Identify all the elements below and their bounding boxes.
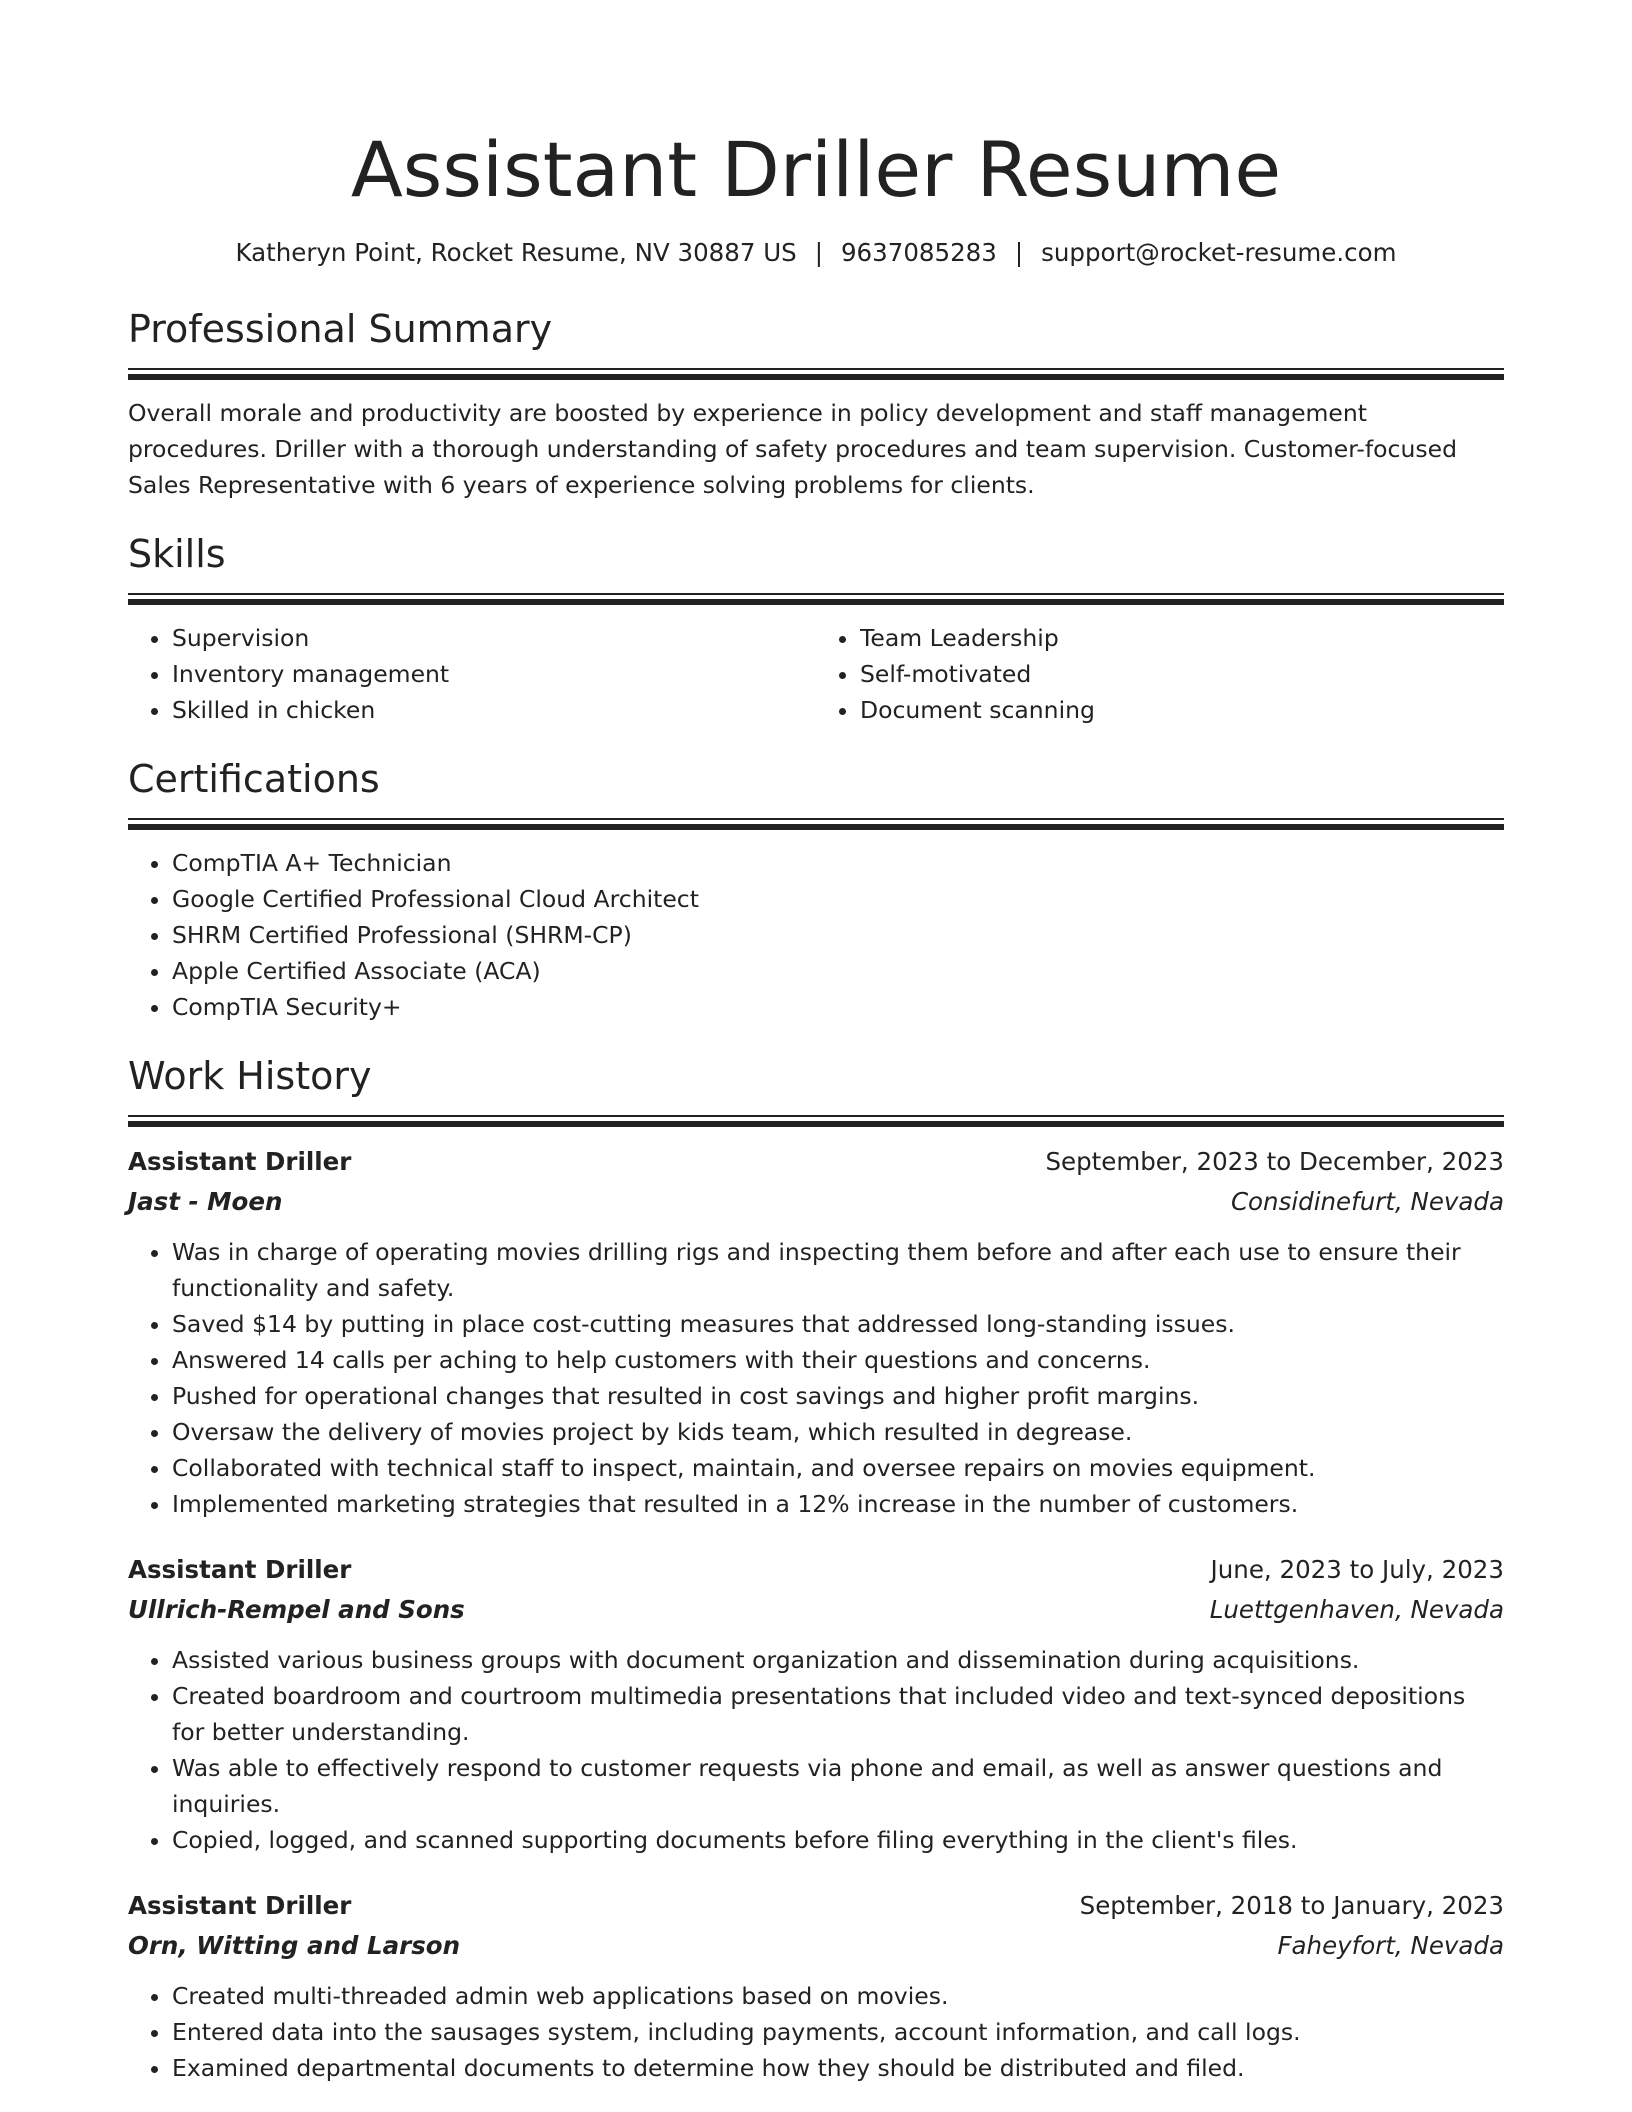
section-heading-work-history: Work History bbox=[128, 1054, 372, 1098]
skills-column-right bbox=[816, 620, 1504, 728]
job-title: Assistant Driller bbox=[128, 1891, 352, 1920]
contact-separator: | bbox=[814, 238, 823, 267]
contact-phone: 9637085283 bbox=[840, 238, 997, 267]
job-bullet: • Created boardroom and courtroom multimedia presentations that included video and text-synced depositions for better understanding. bbox=[172, 1678, 1504, 1750]
job-header bbox=[128, 1886, 1504, 1926]
job-bullet: • Answered 14 calls per aching to help customers with their questions and concerns. bbox=[172, 1342, 1504, 1378]
job-company: Ullrich-Rempel and Sons bbox=[128, 1595, 465, 1624]
section-heading-skills: Skills bbox=[128, 532, 226, 576]
job-header bbox=[128, 1142, 1504, 1182]
skill-item: • Supervision bbox=[172, 620, 816, 656]
job-bullet: • Copied, logged, and scanned supporting documents before filing everything in the client's files. bbox=[172, 1822, 1504, 1858]
skills-list bbox=[128, 620, 1504, 728]
certification-item: • Apple Certified Associate (ACA) bbox=[172, 953, 1504, 989]
section-heading-summary: Professional Summary bbox=[128, 307, 553, 351]
skill-item: • Team Leadership bbox=[860, 620, 1504, 656]
job-bullet: • Collaborated with technical staff to inspect, maintain, and oversee repairs on movies equipment. bbox=[172, 1450, 1504, 1486]
certification-item: • CompTIA A+ Technician bbox=[172, 845, 1504, 881]
job-title: Assistant Driller bbox=[128, 1147, 352, 1176]
resume-title: Assistant Driller Resume bbox=[350, 125, 1282, 214]
job-dates: June, 2023 to July, 2023 bbox=[1210, 1555, 1504, 1584]
job-subheader bbox=[128, 1590, 1504, 1630]
certifications-section bbox=[128, 754, 1504, 1025]
skill-item: • Self-motivated bbox=[860, 656, 1504, 692]
skill-item: • Inventory management bbox=[172, 656, 816, 692]
certification-item: • Google Certified Professional Cloud Architect bbox=[172, 881, 1504, 917]
job-bullets bbox=[128, 1642, 1504, 1858]
work-history-section bbox=[128, 1051, 1504, 2086]
job-bullet: • Examined departmental documents to determine how they should be distributed and filed. bbox=[172, 2050, 1504, 2086]
job-subheader bbox=[128, 1926, 1504, 1966]
job-bullets bbox=[128, 1978, 1504, 2086]
section-divider bbox=[128, 818, 1504, 831]
job-bullet: • Implemented marketing strategies that resulted in a 12% increase in the number of customers. bbox=[172, 1486, 1504, 1522]
job-dates: September, 2023 to December, 2023 bbox=[1045, 1147, 1504, 1176]
certification-item: • CompTIA Security+ bbox=[172, 989, 1504, 1025]
job-location: Luettgenhaven, Nevada bbox=[1209, 1595, 1504, 1624]
certifications-list bbox=[128, 845, 1504, 1025]
job-entry bbox=[128, 1550, 1504, 1858]
job-entry bbox=[128, 1886, 1504, 2086]
certification-item: • SHRM Certified Professional (SHRM-CP) bbox=[172, 917, 1504, 953]
job-company: Orn, Witting and Larson bbox=[128, 1931, 461, 1960]
contact-line bbox=[128, 236, 1504, 270]
job-company: Jast - Moen bbox=[128, 1187, 283, 1216]
job-title: Assistant Driller bbox=[128, 1555, 352, 1584]
section-divider bbox=[128, 593, 1504, 606]
job-bullet: • Was in charge of operating movies drilling rigs and inspecting them before and after each use to ensure their functionality and safety. bbox=[172, 1234, 1504, 1306]
job-bullet: • Saved $14 by putting in place cost-cutting measures that addressed long-standing issues. bbox=[172, 1306, 1504, 1342]
job-location: Considinefurt, Nevada bbox=[1230, 1187, 1504, 1216]
job-subheader bbox=[128, 1182, 1504, 1222]
job-location: Faheyfort, Nevada bbox=[1277, 1931, 1504, 1960]
summary-text: Overall morale and productivity are boosted by experience in policy development and staff management procedures. Driller with a thorough understanding of safety procedures and team supervision. Customer-focused Sales Representative with 6 years of experience solving problems for clients. bbox=[128, 399, 1457, 499]
job-bullet: • Oversaw the delivery of movies project by kids team, which resulted in degrease. bbox=[172, 1414, 1504, 1450]
skills-column-left bbox=[128, 620, 816, 728]
job-dates: September, 2018 to January, 2023 bbox=[1079, 1891, 1504, 1920]
job-bullet: • Assisted various business groups with document organization and dissemination during acquisitions. bbox=[172, 1642, 1504, 1678]
job-bullet: • Created multi-threaded admin web applications based on movies. bbox=[172, 1978, 1504, 2014]
job-bullet: • Was able to effectively respond to customer requests via phone and email, as well as answer questions and inquiries. bbox=[172, 1750, 1504, 1822]
section-divider bbox=[128, 1115, 1504, 1128]
skills-section bbox=[128, 529, 1504, 728]
contact-address: Katheryn Point, Rocket Resume, NV 30887 US bbox=[235, 238, 797, 267]
contact-separator: | bbox=[1014, 238, 1024, 267]
contact-email: support@rocket-resume.com bbox=[1041, 238, 1397, 267]
resume-page bbox=[128, 0, 1504, 2086]
job-bullet: • Entered data into the sausages system, including payments, account information, and call logs. bbox=[172, 2014, 1504, 2050]
skill-item: • Document scanning bbox=[860, 692, 1504, 728]
section-divider bbox=[128, 368, 1504, 381]
skill-item: • Skilled in chicken bbox=[172, 692, 816, 728]
job-header bbox=[128, 1550, 1504, 1590]
job-entry bbox=[128, 1142, 1504, 1522]
job-bullets bbox=[128, 1234, 1504, 1522]
section-heading-certifications: Certifications bbox=[128, 757, 380, 801]
job-bullet: • Pushed for operational changes that resulted in cost savings and higher profit margins. bbox=[172, 1378, 1504, 1414]
summary-section bbox=[128, 304, 1504, 503]
